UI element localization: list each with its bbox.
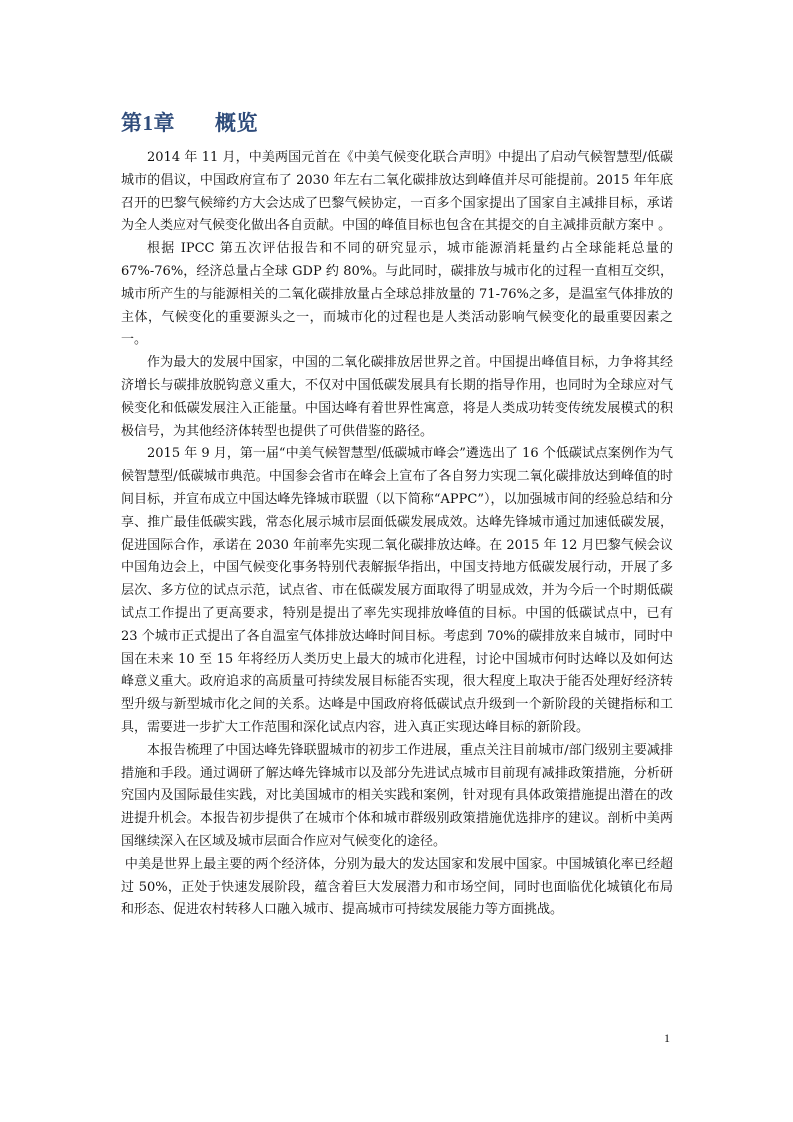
chapter-heading [121,107,258,137]
paragraph: 作为最大的发展中国家，中国的二氧化碳排放居世界之首。中国提出峰值目标，力争将其经济增长与碳排放脱钩意义重大，不仅对中国低碳发展具有长期的指导作用，也同时为全球应对气候变化和低碳发展注入正能量。中国达峰有着世界性寓意，将是人类成功转变传统发展模式的积极信号，为其他经济体转型也提供了可供借鉴的路径。 [121,355,673,439]
paragraph: 2014 年 11 月，中美两国元首在《中美气候变化联合声明》中提出了启动气候智慧型/低碳城市的倡议，中国政府宣布了 2030 年左右二氧化碳排放达到峰值并尽可能提前。2015 年年底召开的巴黎气候缔约方大会达成了巴黎气候协定，一百多个国家提出了国家自主减排目标，承诺为全人类应对气候变化做出各自贡献。中国的峰值目标也包含在其提交的自主减排贡献方案中 。 [121,150,673,234]
chapter-title: 概览 [215,111,258,135]
page-number: 1 [664,1031,670,1045]
paragraph: 本报告梳理了中国达峰先锋联盟城市的初步工作进展，重点关注目前城市/部门级别主要减排措施和手段。通过调研了解达峰先锋城市以及部分先进试点城市目前现有减排政策措施，分析研究国内及国际最佳实践，对比美国城市的相关实践和案例，针对现有具体政策措施提出潜在的改进提升机会。本报告初步提供了在城市个体和城市群级别政策措施优选排序的建议。剖析中美两国继续深入在区域及城市层面合作应对气候变化的途径。 [121,742,673,849]
body-text [121,147,673,922]
chapter-number: 第1章 [121,111,175,135]
paragraph: 根据 IPCC 第五次评估报告和不同的研究显示，城市能源消耗量约占全球能耗总量的 67%-76%，经济总量占全球 GDP 约 80%。与此同时，碳排放与城市化的过程一直相互交织，城市所产生的与能源相关的二氧化碳排放量占全球总排放量的 71-76%之多，是温室气体排放的主体，气候变化的重要源头之一，而城市化的过程也是人类活动影响气候变化的最重要因素之一。 [121,241,673,348]
paragraph: 2015 年 9 月，第一届“中美气候智慧型/低碳城市峰会”遴选出了 16 个低碳试点案例作为气候智慧型/低碳城市典范。中国参会省市在峰会上宣布了各自努力实现二氧化碳排放达到峰值的时间目标，并宣布成立中国达峰先锋城市联盟（以下简称“APPC”），以加强城市间的经验总结和分享、推广最佳低碳实践，常态化展示城市层面低碳发展成效。达峰先锋城市通过加速低碳发展，促进国际合作，承诺在 2030 年前率先实现二氧化碳排放达峰。在 2015 年 12 月巴黎气候会议中国角边会上，中国气候变化事务特别代表解振华指出，中国支持地方低碳发展行动，开展了多层次、多方位的试点示范，试点省、市在低碳发展方面取得了明显成效，并为今后一个时期低碳试点工作提出了更高要求，特别是提出了率先实现排放峰值的目标。中国的低碳试点中，已有 23 个城市正式提出了各自温室气体排放达峰时间目标。考虑到 70%的碳排放来自城市，同时中国在未来 10 至 15 年将经历人类历史上最大的城市化进程，讨论中国城市何时达峰以及如何达峰意义重大。政府追求的高质量可持续发展目标能否实现，很大程度上取决于能否处理好经济转型升级与新型城市化之间的关系。达峰是中国政府将低碳试点升级到一个新阶段的关键指标和工具，需要进一步扩大工作范围和深化试点内容，进入真正实现达峰目标的新阶段。 [121,446,673,735]
paragraph: 中美是世界上最主要的两个经济体，分别为最大的发达国家和发展中国家。中国城镇化率已经超过 50%，正处于快速发展阶段，蕴含着巨大发展潜力和市场空间，同时也面临优化城镇化布局和形态、促进农村转移人口融入城市、提高城市可持续发展能力等方面挑战。 [121,856,673,918]
